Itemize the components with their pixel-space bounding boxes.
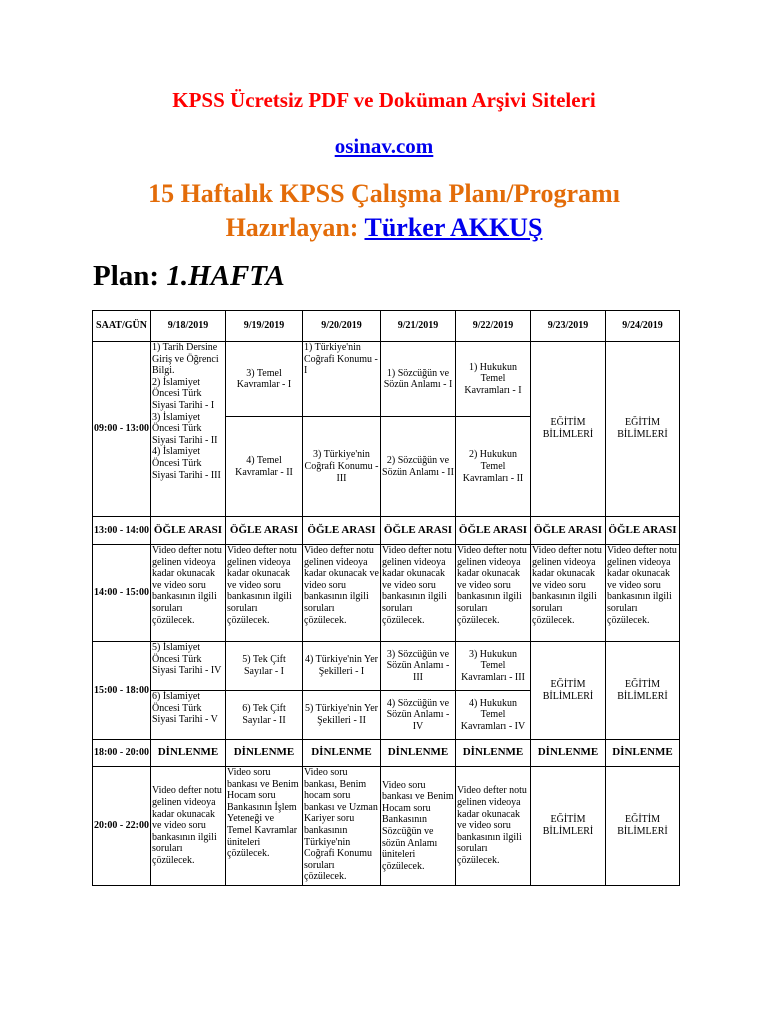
site-archive-title: KPSS Ücretsiz PDF ve Doküman Arşivi Siteleri xyxy=(172,88,596,112)
lunch-cell: ÖĞLE ARASI xyxy=(381,517,456,545)
author-link[interactable]: Türker AKKUŞ xyxy=(364,213,543,242)
schedule-cell: 1) Sözcüğün ve Sözün Anlamı - I xyxy=(381,342,456,417)
topic: 1) Tarih Dersine Giriş ve Öğrenci Bilgi. xyxy=(152,342,219,377)
site-link[interactable] xyxy=(0,134,768,159)
schedule-cell: 3) Sözcüğün ve Sözün Anlamı - III xyxy=(381,642,456,691)
schedule-cell: 1) Türkiye'nin Coğrafi Konumu - I xyxy=(303,342,381,417)
schedule-cell: 3) Temel Kavramlar - I xyxy=(226,342,303,417)
schedule-cell: Video defter notu gelinen videoya kadar okunacak ve video soru bankasının ilgili soruları çözülecek. xyxy=(531,545,606,642)
lunch-cell: ÖĞLE ARASI xyxy=(606,517,680,545)
schedule-cell: Video defter notu gelinen videoya kadar okunacak ve video soru bankasının ilgili soruları çözülecek. xyxy=(151,767,226,886)
schedule-cell: Video defter notu gelinen videoya kadar okunacak ve video soru bankasının ilgili soruları çözülecek. xyxy=(456,545,531,642)
schedule-cell: Video soru bankası ve Benim Hocam soru Bankasının İşlem Yeteneği ve Temel Kavramlar üniteleri çözülecek. xyxy=(226,767,303,886)
rest-cell: DİNLENME xyxy=(606,740,680,767)
time-cell: 14:00 - 15:00 xyxy=(93,545,151,642)
time-cell: 20:00 - 22:00 xyxy=(93,767,151,886)
lunch-cell: ÖĞLE ARASI xyxy=(456,517,531,545)
table-row xyxy=(93,642,680,691)
rest-cell: DİNLENME xyxy=(303,740,381,767)
day-header: 9/18/2019 xyxy=(151,311,226,342)
week-label: 1.HAFTA xyxy=(166,260,285,292)
table-row xyxy=(93,545,680,642)
schedule-cell: Video soru bankası ve Benim Hocam soru Bankasının Sözcüğün ve sözün Anlamı üniteleri çözülecek. xyxy=(381,767,456,886)
schedule-cell: 4) Temel Kavramlar - II xyxy=(226,417,303,517)
schedule-cell: 3) Türkiye'nin Coğrafi Konumu - III xyxy=(303,417,381,517)
time-cell: 15:00 - 18:00 xyxy=(93,642,151,740)
rest-cell: DİNLENME xyxy=(456,740,531,767)
topic: 4) İslamiyet Öncesi Türk Siyasi Tarihi - III xyxy=(152,446,221,481)
schedule-cell: 1) Hukukun Temel Kavramları - I xyxy=(456,342,531,417)
schedule-cell: EĞİTİM BİLİMLERİ xyxy=(606,642,680,740)
rest-cell: DİNLENME xyxy=(531,740,606,767)
time-cell: 09:00 - 13:00 xyxy=(93,342,151,517)
rest-cell: DİNLENME xyxy=(151,740,226,767)
prepared-by xyxy=(0,211,768,245)
day-header: 9/20/2019 xyxy=(303,311,381,342)
day-header: 9/23/2019 xyxy=(531,311,606,342)
header-corner: SAAT/GÜN xyxy=(93,311,151,342)
day-header: 9/21/2019 xyxy=(381,311,456,342)
schedule-cell: 4) Türkiye'nin Yer Şekilleri - I xyxy=(303,642,381,691)
schedule-cell: EĞİTİM BİLİMLERİ xyxy=(606,767,680,886)
schedule-cell: 2) Hukukun Temel Kavramları - II xyxy=(456,417,531,517)
schedule-cell: 2) Sözcüğün ve Sözün Anlamı - II xyxy=(381,417,456,517)
table-row xyxy=(93,342,680,417)
schedule-cell: EĞİTİM BİLİMLERİ xyxy=(531,642,606,740)
schedule-cell: 4) Sözcüğün ve Sözün Anlamı - IV xyxy=(381,691,456,740)
table-row xyxy=(93,517,680,545)
site-link-text[interactable]: osinav.com xyxy=(334,134,434,158)
lunch-cell: ÖĞLE ARASI xyxy=(151,517,226,545)
schedule-cell: 4) Hukukun Temel Kavramları - IV xyxy=(456,691,531,740)
plan-week-heading xyxy=(93,260,285,293)
rest-cell: DİNLENME xyxy=(226,740,303,767)
schedule-cell: Video defter notu gelinen videoya kadar okunacak ve video soru bankasının ilgili soruları çözülecek. xyxy=(456,767,531,886)
schedule-cell: 6) İslamiyet Öncesi Türk Siyasi Tarihi - V xyxy=(151,691,226,740)
schedule-cell: EĞİTİM BİLİMLERİ xyxy=(606,342,680,517)
schedule-cell: 5) Türkiye'nin Yer Şekilleri - II xyxy=(303,691,381,740)
schedule-cell: Video defter notu gelinen videoya kadar okunacak ve video soru bankasının ilgili soruları çözülecek. xyxy=(381,545,456,642)
schedule-cell: EĞİTİM BİLİMLERİ xyxy=(531,767,606,886)
topic: 3) İslamiyet Öncesi Türk Siyasi Tarihi - II xyxy=(152,411,218,446)
schedule-cell: Video soru bankası, Benim hocam soru bankası ve Uzman Kariyer soru bankasının Türkiye'nin Coğrafi Konumu soruları çözülecek. xyxy=(303,767,381,886)
schedule-cell: Video defter notu gelinen videoya kadar okunacak ve video soru bankasının ilgili soruları çözülecek. xyxy=(606,545,680,642)
topic: 2) İslamiyet Öncesi Türk Siyasi Tarihi - I xyxy=(152,376,215,411)
prepared-by-label: Hazırlayan: xyxy=(225,213,359,242)
schedule-cell: Video defter notu gelinen videoya kadar okunacak ve video soru bankasının ilgili soruları çözülecek. xyxy=(303,545,381,642)
lunch-cell: ÖĞLE ARASI xyxy=(531,517,606,545)
schedule-cell: 3) Hukukun Temel Kavramları - III xyxy=(456,642,531,691)
plan-label: Plan: xyxy=(93,260,160,292)
schedule-cell: 6) Tek Çift Sayılar - II xyxy=(226,691,303,740)
table-row xyxy=(93,767,680,886)
schedule-cell: EĞİTİM BİLİMLERİ xyxy=(531,342,606,517)
lunch-cell: ÖĞLE ARASI xyxy=(226,517,303,545)
lunch-cell: ÖĞLE ARASI xyxy=(303,517,381,545)
schedule-cell: 5) İslamiyet Öncesi Türk Siyasi Tarihi - IV xyxy=(151,642,226,691)
day-header: 9/19/2019 xyxy=(226,311,303,342)
day-header: 9/24/2019 xyxy=(606,311,680,342)
schedule-cell: 5) Tek Çift Sayılar - I xyxy=(226,642,303,691)
schedule-cell: Video defter notu gelinen videoya kadar okunacak ve video soru bankasının ilgili soruları çözülecek. xyxy=(151,545,226,642)
plan-title: 15 Haftalık KPSS Çalışma Planı/Programı xyxy=(148,179,620,208)
table-row xyxy=(93,740,680,767)
time-cell: 13:00 - 14:00 xyxy=(93,517,151,545)
table-header-row xyxy=(93,311,680,342)
rest-cell: DİNLENME xyxy=(381,740,456,767)
schedule-cell xyxy=(151,342,226,517)
time-cell: 18:00 - 20:00 xyxy=(93,740,151,767)
day-header: 9/22/2019 xyxy=(456,311,531,342)
schedule-table xyxy=(92,310,680,886)
schedule-cell: Video defter notu gelinen videoya kadar okunacak ve video soru bankasının ilgili soruları çözülecek. xyxy=(226,545,303,642)
plan-heading xyxy=(0,177,768,245)
